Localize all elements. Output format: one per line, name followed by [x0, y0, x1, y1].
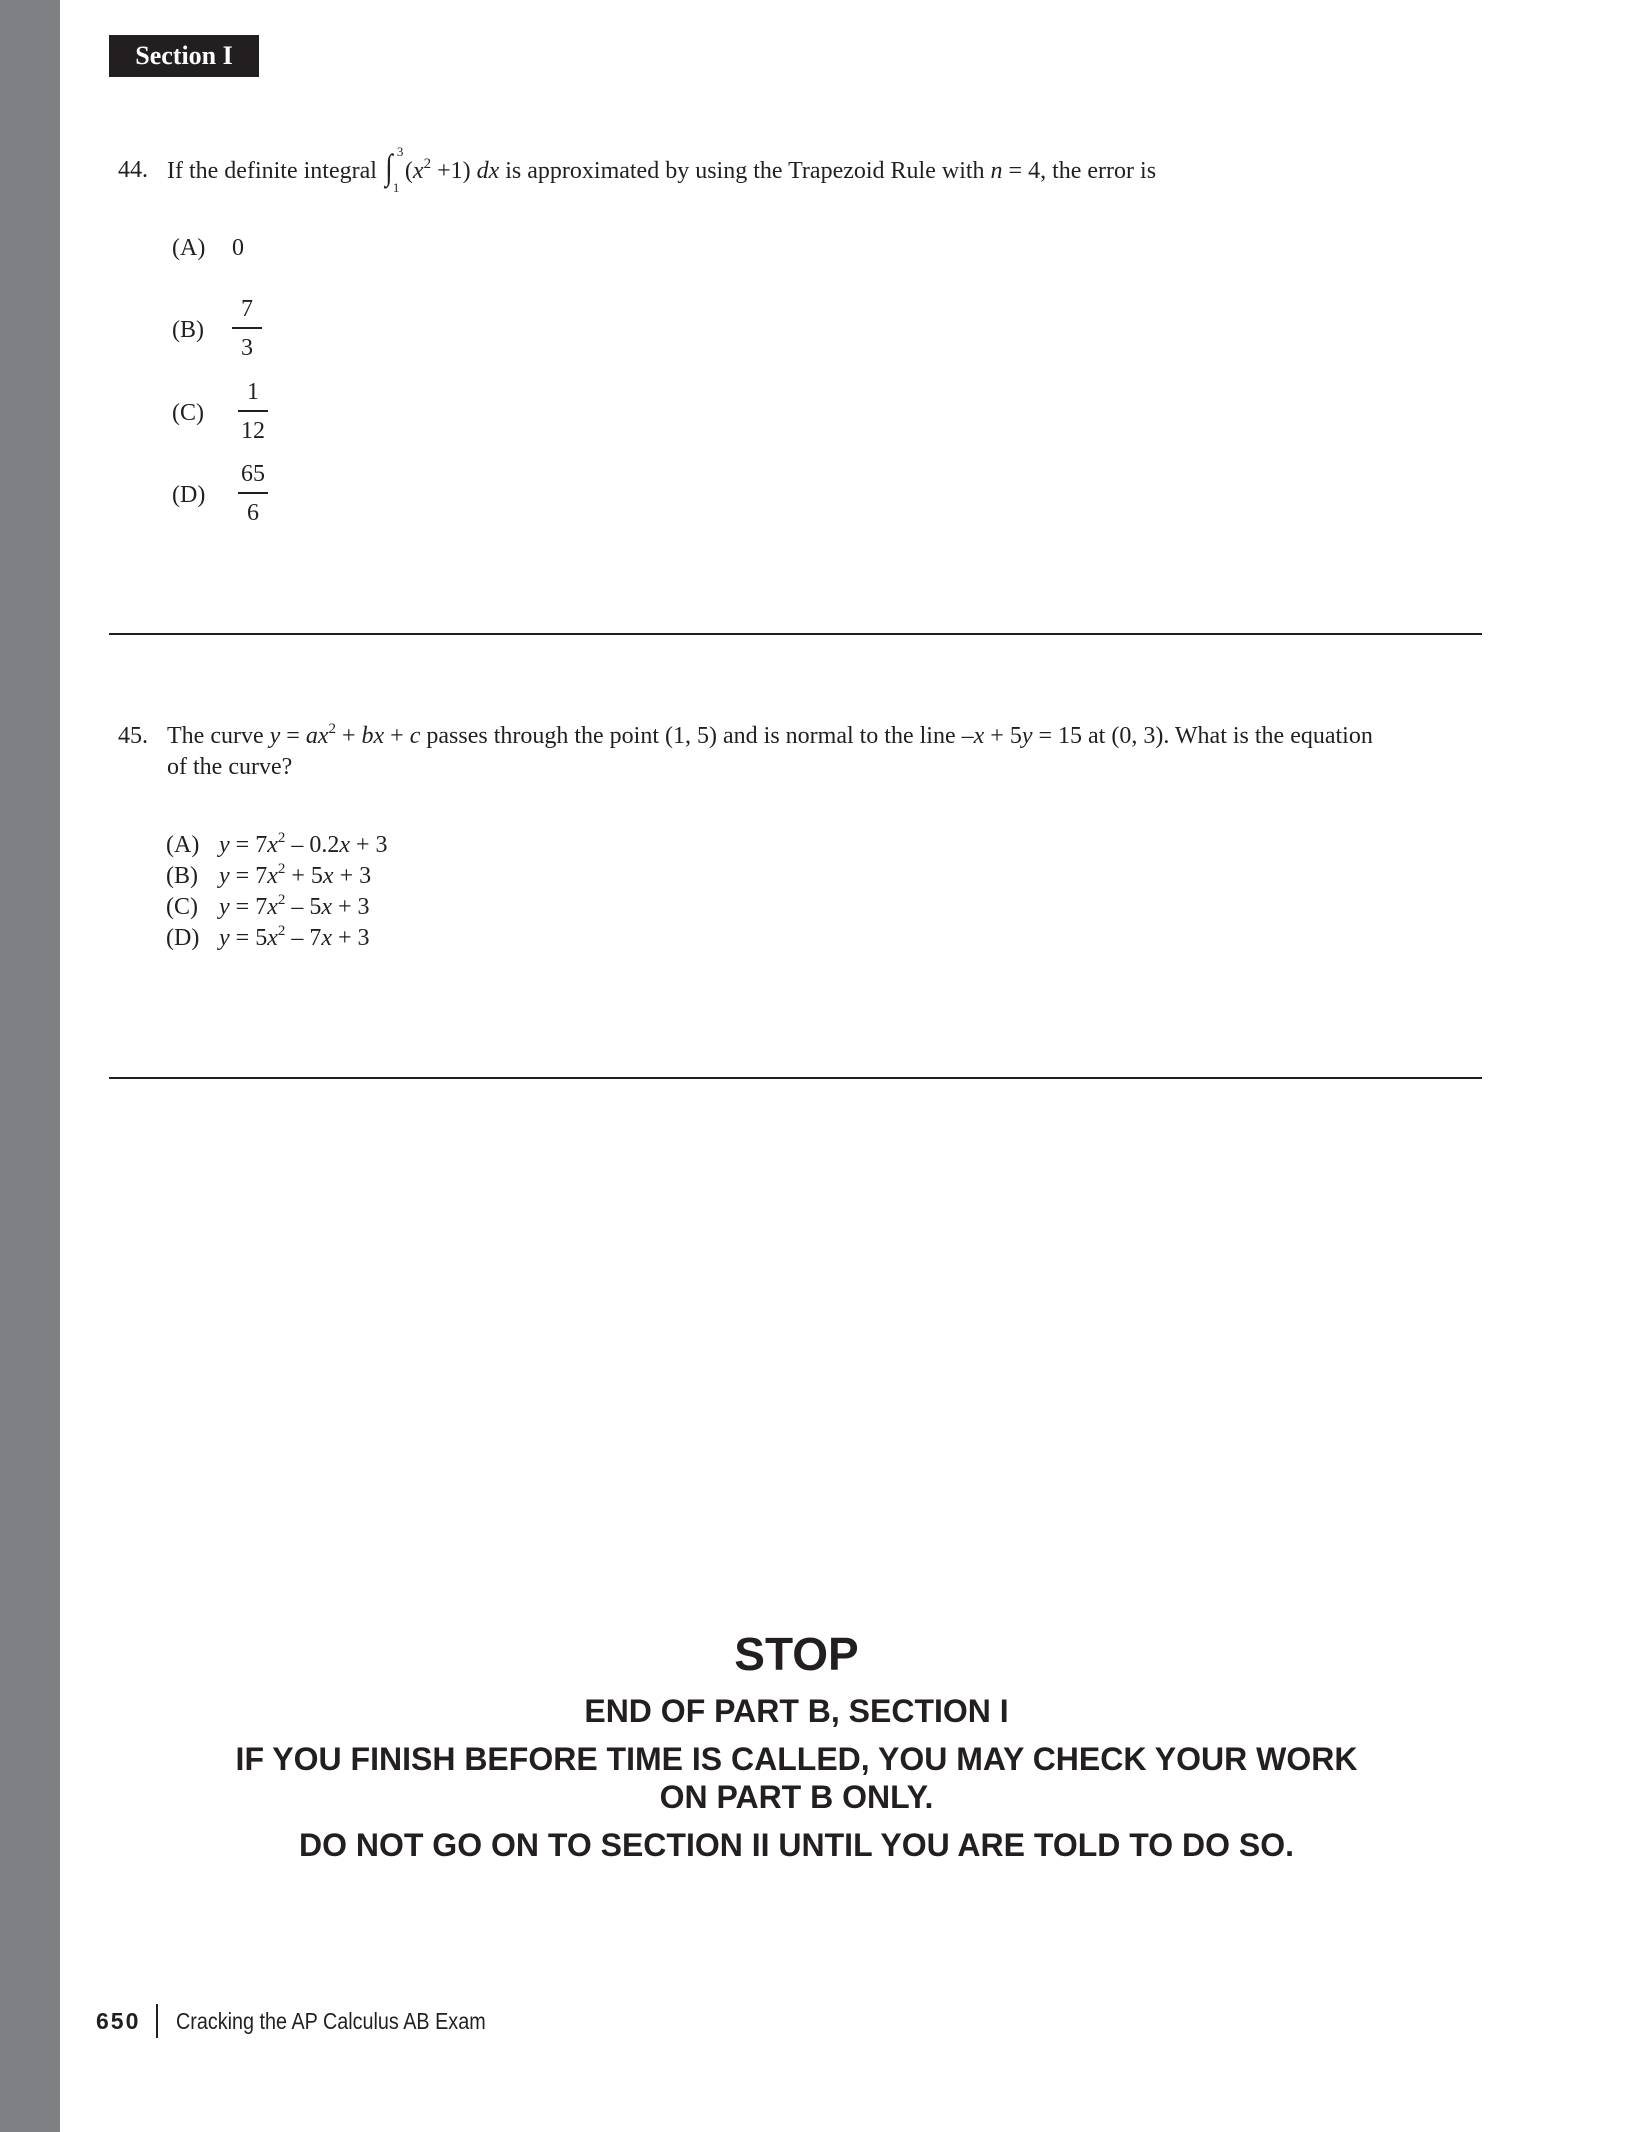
footer-divider	[156, 2004, 158, 2038]
stop-title: STOP	[734, 1628, 859, 1680]
section-tab: Section I	[109, 35, 259, 77]
choice-letter: (B)	[172, 317, 204, 343]
question-text: The curve $y = ax^2$ + bx + c passes through the point (1, 5) and is normal to the line –x + 5y = 15 at (0, 3). What is the equation	[167, 721, 1373, 749]
choice-letter: (C)	[172, 400, 204, 426]
question-44	[118, 144, 1498, 195]
divider-rule	[109, 1077, 1482, 1079]
choice-letter: (D)	[172, 482, 206, 508]
choice-c[interactable]: (C) $y = 7x^2 - 5x + 3$	[166, 892, 370, 920]
integral-sign: ∫ 3 1	[385, 144, 404, 195]
choice-b[interactable]: (B) $y = 7x^2 + 5x + 3$	[166, 861, 372, 889]
fraction: 65 6	[236, 460, 270, 527]
fraction: 7 3	[230, 295, 264, 362]
answer-choices	[166, 830, 388, 954]
page-number: 650	[96, 2008, 141, 2034]
choice-d[interactable]: (D) $y = 5x^2 - 7x + 3$	[166, 923, 370, 951]
fraction: 1 12	[236, 378, 270, 445]
question-number: 44.	[118, 157, 148, 183]
question-number: 45.	[118, 723, 148, 749]
stop-instruction-cont: ON PART B ONLY.	[659, 1779, 934, 1815]
stop-warning: DO NOT GO ON TO SECTION II UNTIL YOU ARE TOLD TO DO SO.	[298, 1827, 1295, 1863]
stop-instruction: IF YOU FINISH BEFORE TIME IS CALLED, YOU MAY CHECK YOUR WORK	[235, 1741, 1358, 1777]
choice-a[interactable]: (A) $y = 7x^2 - 0.2x + 3$	[166, 830, 388, 858]
side-bar	[0, 0, 60, 2132]
question-text: If the definite integral ∫ 3 1 $(x^2 +1)$ dx is approximated by using the Trapezoid Rule with n = 4, the error is	[167, 144, 1157, 195]
choice-letter: (A)	[172, 235, 206, 261]
divider-rule	[109, 633, 1482, 635]
choice-value: 0	[232, 235, 244, 261]
stop-subtitle: END OF PART B, SECTION I	[584, 1693, 1009, 1729]
page-footer	[96, 2004, 536, 2038]
book-title: Cracking the AP Calculus AB Exam	[175, 2008, 486, 2034]
question-45	[118, 721, 1498, 791]
question-text-line2: of the curve?	[167, 754, 293, 780]
